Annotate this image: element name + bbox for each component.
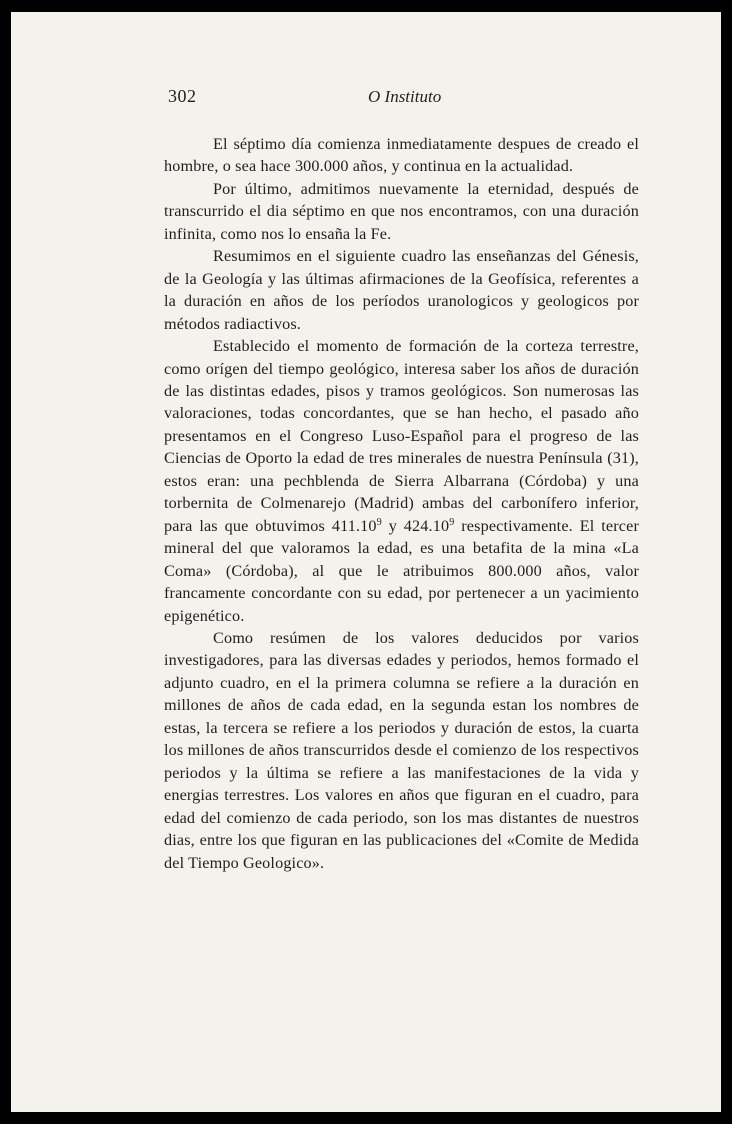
mineral-ages-text-end: respectivamente. El tercer mineral del que valoramos la edad, es una betafita de la mina «La Coma» (Córdoba), al que le atribuimos 800.000 años, valor francamente concordante con su edad, por pertenecer a un yacimiento epigenético. (164, 516, 640, 625)
paragraph-mineral-ages (164, 335, 639, 627)
paragraph-seventh-day: El séptimo día comienza inmediatamente despues de creado el hombre, o sea hace 300.000 años, y continua en la actualidad. (164, 135, 639, 176)
paragraph-eternity: Por último, admitimos nuevamente la eternidad, después de transcurrido el dia séptimo en que nos encontramos, con una duración infinita, como nos lo ensaña la Fe. (164, 179, 639, 243)
paragraph-table-explanation: Como resúmen de los valores deducidos por varios investigadores, para las diversas edades y periodos, hemos formado el adjunto cuadro, en el la primera columna se refiere a la duración en millones de años de cada edad, en la segunda estan los nombres de estas, la tercera se refiere a los periodos y duración de estos, la cuarta los millones de años transcurridos desde el comienzo de los respectivos periodos y la última se refiere a las manifestaciones de la vida y energias terrestres. Los valores en años que figuran en el cuadro, para edad del comienzo de cada periodo, son los mas distantes de nuestros dias, entre los que figuran en las publicaciones del «Comite de Medida del Tiempo Geologico». (164, 628, 639, 872)
paragraph-summary-table: Resumimos en el siguiente cuadro las enseñanzas del Génesis, de la Geología y las últimas afirmaciones de la Geofísica, referentes a la duración en años de los períodos uranologicos y geologicos por métodos radiactivos. (164, 247, 639, 333)
mineral-ages-text-start: Establecido el momento de formación de la corteza terrestre, como orígen del tiempo geológico, interesa saber los años de duración de las distintas edades, pisos y tramos geológicos. Son numerosas las valoraciones, todas concordantes, que se han hecho, el pasado año presentamos en el Congreso Luso-Español para el progreso de las Ciencias de Oporto la edad de tres minerales de nuestra Península (31), estos eran: una pechblenda de Sierra Albarrana (Córdoba) y una torbernita de Colmenarejo (Madrid) ambas del carbonífero inferior, para las que obtuvimos 411.10 (164, 337, 639, 535)
page-header (11, 86, 721, 116)
exponent-1: 9 (376, 516, 382, 528)
mineral-ages-text-middle: y 424.10 (381, 516, 450, 535)
book-page (11, 12, 721, 1112)
body-text (164, 133, 639, 874)
running-title: O Instituto (368, 87, 442, 106)
page-number: 302 (168, 86, 197, 106)
exponent-2: 9 (449, 516, 455, 528)
